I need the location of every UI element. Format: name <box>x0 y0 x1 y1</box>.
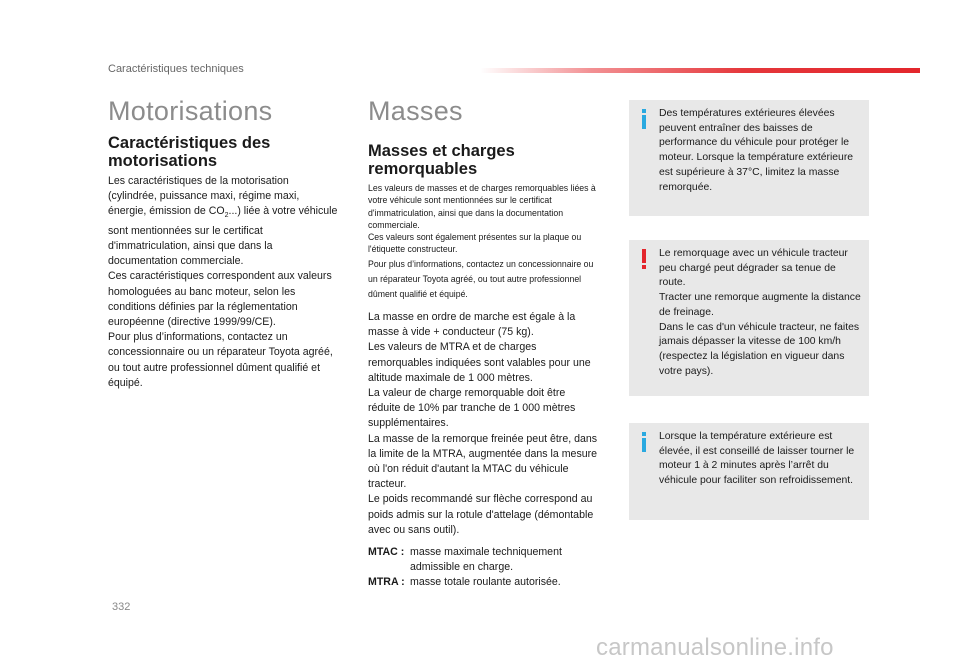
motorisations-subtitle-line1: Caractéristiques des <box>108 134 271 152</box>
section-header: Caractéristiques techniques <box>108 63 244 75</box>
masses-subtitle-line2: remorquables <box>368 160 478 178</box>
masses-body-1: La masse en ordre de marche est égale à la masse à vide + conducteur (75 kg). <box>368 311 576 339</box>
watermark: carmanualsonline.info <box>596 634 834 661</box>
motorisations-subtitle <box>108 134 358 170</box>
warning-box-text-3: Dans le cas d'un véhicule tracteur, ne faites jamais dépasser la vitesse de 100 km/h (respectez la législation en vigueur dans votre pays). <box>659 321 860 377</box>
page-number: 332 <box>112 601 131 613</box>
masses-body-2: Les valeurs de MTRA et de charges remorquables indiquées sont valables pour une altitude maximale de 1 000 mètres. <box>368 341 591 384</box>
masses-subtitle-line1: Masses et charges <box>368 142 515 160</box>
motorisations-paragraph-3: Pour plus d’informations, contactez un concessionnaire ou un réparateur Toyota agréé, ou tout autre professionnel dûment qualifié et équipé. <box>108 331 333 389</box>
info-box-temperature <box>629 100 869 216</box>
definition-mtac <box>368 545 608 575</box>
definition-term: MTRA : <box>368 576 405 589</box>
info-icon <box>639 109 649 129</box>
definition-mtra <box>368 575 608 590</box>
motorisations-title: Motorisations <box>108 96 273 126</box>
masses-body-5: Le poids recommandé sur flèche correspond au poids admis sur la rotule d'attelage (démontable avec ou sans outil). <box>368 493 594 536</box>
info-box-cooling-text: Lorsque la température extérieure est élevée, il est conseillé de laisser tourner le moteur 1 à 2 minutes après l’arrêt du véhicule pour faciliter son refroidissement. <box>659 431 855 487</box>
masses-note-3: Pour plus d’informations, contactez un concessionnaire ou un réparateur Toyota agréé, ou tout autre professionnel dûment qualifié et équipé. <box>368 257 594 299</box>
masses-notes <box>368 182 608 301</box>
warning-box-text-2: Tracter une remorque augmente la distance de freinage. <box>659 292 861 318</box>
motorisations-subtitle-line2: motorisations <box>108 152 218 170</box>
info-icon <box>639 432 649 452</box>
info-box-cooling <box>629 423 869 520</box>
definition-text: masse maximale techniquement admissible en charge. <box>410 546 562 574</box>
definition-text: masse totale roulante autorisée. <box>410 576 561 589</box>
motorisations-paragraph-1: Les caractéristiques de la motorisation (cylindrée, puissance maxi, régime maxi, énergie, émission de $CO_2$...) liée à votre véhicule sont mentionnées sur le certificat d'immatriculation, ainsi que dans la documentation commerciale. <box>108 175 338 268</box>
warning-box-text-1: Le remorquage avec un véhicule tracteur peu chargé peut dégrader sa tenue de route. <box>659 248 848 289</box>
motorisations-text <box>108 174 340 391</box>
masses-subtitle <box>368 142 618 178</box>
masses-body <box>368 310 600 538</box>
masses-note-1: Les valeurs de masses et de charges remorquables liées à votre véhicule sont mentionnées sur le certificat d'immatriculation, ainsi que dans la documentation commerciale. <box>368 182 596 230</box>
warning-icon <box>639 249 649 269</box>
masses-body-3: La valeur de charge remorquable doit être réduite de 10% par tranche de 1 000 mètres supplémentaires. <box>368 387 576 430</box>
masses-title: Masses <box>368 96 463 126</box>
motorisations-paragraph-2: Ces caractéristiques correspondent aux valeurs homologuées au banc moteur, selon les conditions définies par la réglementation européenne (directive 1999/99/CE). <box>108 270 332 328</box>
header-accent-line <box>480 68 920 73</box>
warning-box-towing <box>629 240 869 396</box>
info-box-temperature-text: Des températures extérieures élevées peuvent entraîner des baisses de performance du véhicule pour protéger le moteur. Lorsque la température extérieure est supérieure à 37°C, limitez la masse remorquée. <box>659 108 854 193</box>
masses-definitions <box>368 545 608 591</box>
definition-term: MTAC : <box>368 546 405 558</box>
masses-body-4: La masse de la remorque freinée peut être, dans la limite de la MTRA, augmentée dans la mesure où l'on réduit d'autant la MTAC du véhicule tracteur. <box>368 432 598 491</box>
masses-note-2: Ces valeurs sont également présentes sur la plaque ou l'étiquette constructeur. <box>368 231 582 255</box>
